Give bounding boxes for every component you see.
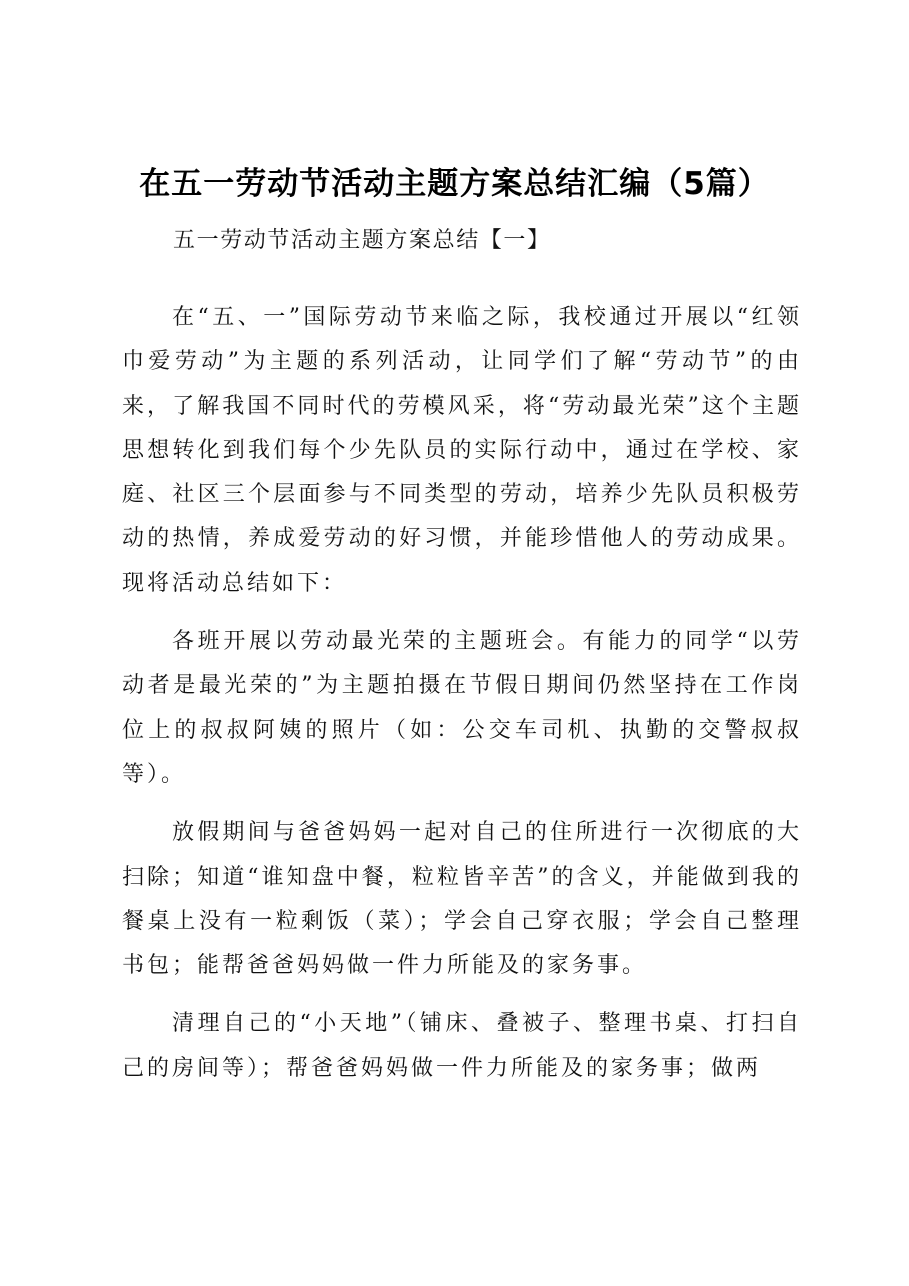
document-body: [122, 296, 802, 1105]
section-heading: 五一劳动节活动主题方案总结【一】: [173, 228, 551, 253]
body-paragraph: 清理自己的“小天地”（铺床、叠被子、整理书桌、打扫自己的房间等）；帮爸爸妈妈做一件力所能及的家务事；做两: [122, 1011, 802, 1081]
body-paragraph: 放假期间与爸爸妈妈一起对自己的住所进行一次彻底的大扫除；知道“谁知盘中餐，粒粒皆辛苦”的含义，并能做到我的餐桌上没有一粒剩饭（菜）；学会自己穿衣服；学会自己整理书包；能帮爸爸妈妈做一件力所能及的家务事。: [122, 820, 802, 979]
body-paragraph: 各班开展以劳动最光荣的主题班会。有能力的同学“以劳动者是最光荣的”为主题拍摄在节假日期间仍然坚持在工作岗位上的叔叔阿姨的照片（如：公交车司机、执勤的交警叔叔等）。: [122, 629, 802, 787]
document-title: 在五一劳动节活动主题方案总结汇编（5篇）: [139, 166, 770, 202]
body-paragraph: 在“五、一”国际劳动节来临之际，我校通过开展以“红领巾爱劳动”为主题的系列活动，让同学们了解“劳动节”的由来，了解我国不同时代的劳模风采，将“劳动最光荣”这个主题思想转化到我们每个少先队员的实际行动中，通过在学校、家庭、社区三个层面参与不同类型的劳动，培养少先队员积极劳动的热情，养成爱劳动的好习惯，并能珍惜他人的劳动成果。现将活动总结如下：: [122, 305, 802, 596]
